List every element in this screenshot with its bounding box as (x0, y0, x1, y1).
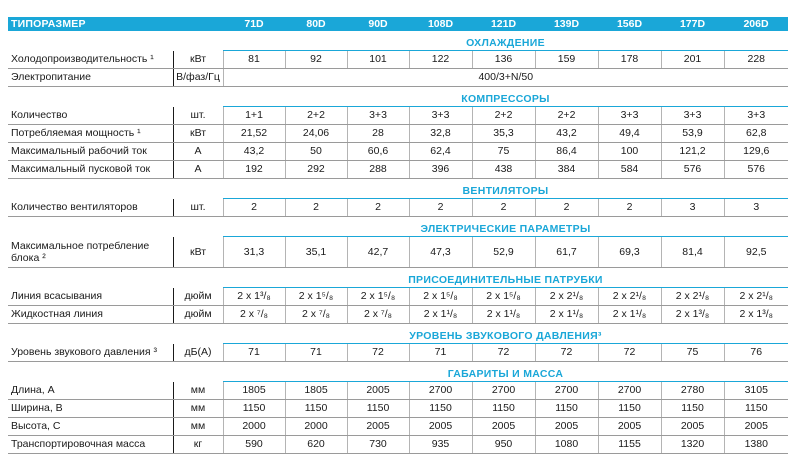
table-cell: 2 (285, 199, 347, 217)
table-cell: 288 (347, 161, 409, 179)
table-cell: 35,3 (472, 125, 535, 143)
table-cell: 1805 (285, 382, 347, 400)
table-cell: 2 x 1⁵/₈ (347, 288, 409, 306)
table-cell: 43,2 (223, 143, 285, 161)
section-header (8, 362, 788, 382)
section-header (8, 268, 788, 288)
model-80d: 80D (285, 17, 347, 31)
model-206d: 206D (724, 17, 788, 31)
section-spacer (8, 324, 223, 344)
table-cell: 2 (535, 199, 598, 217)
table-cell: 2 x 2¹/₈ (724, 288, 788, 306)
table-cell: 1155 (598, 436, 661, 454)
row-label: Максимальное потребление блока ² (8, 237, 173, 268)
table-cell: 384 (535, 161, 598, 179)
section-header (8, 87, 788, 107)
row-unit: А (173, 161, 223, 179)
table-row (8, 400, 788, 418)
table-cell: 2700 (409, 382, 472, 400)
table-cell: 32,8 (409, 125, 472, 143)
table-cell: 69,3 (598, 237, 661, 268)
table-cell: 62,8 (724, 125, 788, 143)
table-cell: 1150 (347, 400, 409, 418)
section-spacer (8, 362, 223, 382)
table-cell: 71 (285, 344, 347, 362)
table-cell: 2780 (661, 382, 724, 400)
table-cell: 950 (472, 436, 535, 454)
table-cell: 2 x ⁷/₈ (223, 306, 285, 324)
table-cell: 136 (472, 51, 535, 69)
table-row (8, 306, 788, 324)
row-unit: кВт (173, 237, 223, 268)
section-title: ОХЛАЖДЕНИЕ (223, 31, 788, 51)
table-cell: 2 x 1³/₈ (661, 306, 724, 324)
table-cell: 76 (724, 344, 788, 362)
spec-table (8, 17, 788, 454)
section-spacer (8, 268, 223, 288)
table-cell: 3+3 (409, 107, 472, 125)
table-cell: 1805 (223, 382, 285, 400)
table-row (8, 125, 788, 143)
section-title: УРОВЕНЬ ЗВУКОВОГО ДАВЛЕНИЯ³ (223, 324, 788, 344)
row-unit: шт. (173, 199, 223, 217)
table-row (8, 436, 788, 454)
row-label: Максимальный пусковой ток (8, 161, 173, 179)
table-cell: 228 (724, 51, 788, 69)
table-cell: 3+3 (724, 107, 788, 125)
row-label: Линия всасывания (8, 288, 173, 306)
table-cell: 86,4 (535, 143, 598, 161)
table-cell: 2 x 1⁵/₈ (472, 288, 535, 306)
table-cell: 101 (347, 51, 409, 69)
model-71d: 71D (223, 17, 285, 31)
table-row (8, 288, 788, 306)
table-cell: 730 (347, 436, 409, 454)
table-cell: 3 (661, 199, 724, 217)
table-cell: 1150 (598, 400, 661, 418)
table-cell: 1150 (724, 400, 788, 418)
section-spacer (8, 179, 223, 199)
row-unit: дюйм (173, 288, 223, 306)
row-span-value: 400/3+N/50 (223, 69, 788, 87)
section-spacer (8, 87, 223, 107)
table-cell: 2 x 2¹/₈ (535, 288, 598, 306)
row-label: Уровень звукового давления ³ (8, 344, 173, 362)
table-cell: 2 x 2¹/₈ (598, 288, 661, 306)
table-row (8, 69, 788, 87)
model-108d: 108D (409, 17, 472, 31)
table-cell: 2 (598, 199, 661, 217)
table-cell: 2000 (223, 418, 285, 436)
row-label: Количество вентиляторов (8, 199, 173, 217)
table-cell: 122 (409, 51, 472, 69)
table-cell: 71 (409, 344, 472, 362)
table-cell: 1150 (223, 400, 285, 418)
section-title: ГАБАРИТЫ И МАССА (223, 362, 788, 382)
table-cell: 2 x ⁷/₈ (285, 306, 347, 324)
row-unit: дБ(А) (173, 344, 223, 362)
table-cell: 61,7 (535, 237, 598, 268)
table-cell: 24,06 (285, 125, 347, 143)
section-title: ЭЛЕКТРИЧЕСКИЕ ПАРАМЕТРЫ (223, 217, 788, 237)
table-cell: 42,7 (347, 237, 409, 268)
table-cell: 1380 (724, 436, 788, 454)
row-label: Холодопроизводительность ¹ (8, 51, 173, 69)
table-cell: 159 (535, 51, 598, 69)
section-title: ПРИСОЕДИНИТЕЛЬНЫЕ ПАТРУБКИ (223, 268, 788, 288)
table-cell: 1+1 (223, 107, 285, 125)
table-cell: 2 (472, 199, 535, 217)
section-title: ВЕНТИЛЯТОРЫ (223, 179, 788, 199)
table-cell: 2 x 1¹/₈ (535, 306, 598, 324)
table-cell: 43,2 (535, 125, 598, 143)
table-cell: 3+3 (661, 107, 724, 125)
table-cell: 2 x 1¹/₈ (598, 306, 661, 324)
row-unit: А (173, 143, 223, 161)
table-cell: 2 x 1¹/₈ (409, 306, 472, 324)
row-label: Транспортировочная масса (8, 436, 173, 454)
table-cell: 2700 (535, 382, 598, 400)
table-row (8, 143, 788, 161)
table-cell: 92,5 (724, 237, 788, 268)
table-cell: 1080 (535, 436, 598, 454)
table-cell: 2700 (472, 382, 535, 400)
table-cell: 2005 (409, 418, 472, 436)
model-156d: 156D (598, 17, 661, 31)
table-cell: 100 (598, 143, 661, 161)
table-cell: 2 x ⁷/₈ (347, 306, 409, 324)
table-cell: 31,3 (223, 237, 285, 268)
model-139d: 139D (535, 17, 598, 31)
table-cell: 129,6 (724, 143, 788, 161)
table-row (8, 161, 788, 179)
table-cell: 935 (409, 436, 472, 454)
row-label: Количество (8, 107, 173, 125)
table-cell: 2 (409, 199, 472, 217)
table-cell: 1150 (535, 400, 598, 418)
section-header (8, 179, 788, 199)
row-label: Потребляемая мощность ¹ (8, 125, 173, 143)
table-cell: 2 x 1³/₈ (724, 306, 788, 324)
table-cell: 1150 (285, 400, 347, 418)
section-header (8, 31, 788, 51)
table-cell: 62,4 (409, 143, 472, 161)
table-cell: 201 (661, 51, 724, 69)
model-90d: 90D (347, 17, 409, 31)
table-cell: 35,1 (285, 237, 347, 268)
table-cell: 71 (223, 344, 285, 362)
row-unit: шт. (173, 107, 223, 125)
table-cell: 1150 (472, 400, 535, 418)
row-unit: мм (173, 400, 223, 418)
section-header (8, 217, 788, 237)
table-cell: 2005 (661, 418, 724, 436)
table-cell: 2+2 (472, 107, 535, 125)
table-cell: 576 (661, 161, 724, 179)
table-cell: 438 (472, 161, 535, 179)
row-label: Максимальный рабочий ток (8, 143, 173, 161)
table-cell: 2 x 1⁵/₈ (409, 288, 472, 306)
table-cell: 52,9 (472, 237, 535, 268)
model-121d: 121D (472, 17, 535, 31)
row-unit: В/фаз/Гц (173, 69, 223, 87)
table-cell: 49,4 (598, 125, 661, 143)
row-unit: мм (173, 382, 223, 400)
header-row (8, 17, 788, 31)
table-cell: 396 (409, 161, 472, 179)
section-spacer (8, 217, 223, 237)
header-unit-cell (173, 17, 223, 31)
table-row (8, 199, 788, 217)
row-label: Длина, А (8, 382, 173, 400)
table-cell: 75 (661, 344, 724, 362)
table-cell: 2005 (598, 418, 661, 436)
section-title: КОМПРЕССОРЫ (223, 87, 788, 107)
table-row (8, 107, 788, 125)
table-cell: 2700 (598, 382, 661, 400)
table-row (8, 237, 788, 268)
table-cell: 2005 (535, 418, 598, 436)
table-cell: 584 (598, 161, 661, 179)
table-cell: 2005 (347, 418, 409, 436)
row-label: Электропитание (8, 69, 173, 87)
section-header (8, 324, 788, 344)
table-cell: 47,3 (409, 237, 472, 268)
spec-grid (8, 17, 788, 454)
table-cell: 2005 (347, 382, 409, 400)
table-cell: 2 x 1⁵/₈ (285, 288, 347, 306)
row-unit: кВт (173, 125, 223, 143)
table-cell: 3+3 (598, 107, 661, 125)
header-label: ТИПОРАЗМЕР (8, 17, 173, 31)
table-row (8, 51, 788, 69)
table-cell: 81,4 (661, 237, 724, 268)
row-unit: дюйм (173, 306, 223, 324)
table-cell: 60,6 (347, 143, 409, 161)
table-cell: 292 (285, 161, 347, 179)
table-cell: 81 (223, 51, 285, 69)
row-unit: кг (173, 436, 223, 454)
table-cell: 1150 (409, 400, 472, 418)
table-cell: 1320 (661, 436, 724, 454)
table-cell: 72 (347, 344, 409, 362)
table-cell: 92 (285, 51, 347, 69)
table-row (8, 382, 788, 400)
table-row (8, 418, 788, 436)
table-cell: 2000 (285, 418, 347, 436)
table-cell: 53,9 (661, 125, 724, 143)
table-cell: 1150 (661, 400, 724, 418)
table-cell: 590 (223, 436, 285, 454)
table-cell: 3105 (724, 382, 788, 400)
table-cell: 72 (535, 344, 598, 362)
table-cell: 576 (724, 161, 788, 179)
table-cell: 2005 (724, 418, 788, 436)
table-cell: 2 (347, 199, 409, 217)
table-cell: 28 (347, 125, 409, 143)
table-cell: 72 (598, 344, 661, 362)
table-cell: 192 (223, 161, 285, 179)
table-cell: 2 x 1¹/₈ (472, 306, 535, 324)
table-cell: 3 (724, 199, 788, 217)
row-unit: кВт (173, 51, 223, 69)
table-cell: 620 (285, 436, 347, 454)
row-label: Ширина, В (8, 400, 173, 418)
model-177d: 177D (661, 17, 724, 31)
table-cell: 2005 (472, 418, 535, 436)
table-cell: 3+3 (347, 107, 409, 125)
table-row (8, 344, 788, 362)
table-cell: 121,2 (661, 143, 724, 161)
row-label: Высота, С (8, 418, 173, 436)
table-cell: 75 (472, 143, 535, 161)
row-unit: мм (173, 418, 223, 436)
table-cell: 178 (598, 51, 661, 69)
table-cell: 2+2 (285, 107, 347, 125)
table-cell: 2 x 2¹/₈ (661, 288, 724, 306)
table-cell: 2 x 1³/₈ (223, 288, 285, 306)
section-spacer (8, 31, 223, 51)
table-cell: 21,52 (223, 125, 285, 143)
table-cell: 2 (223, 199, 285, 217)
table-cell: 50 (285, 143, 347, 161)
table-cell: 2+2 (535, 107, 598, 125)
row-label: Жидкостная линия (8, 306, 173, 324)
table-cell: 72 (472, 344, 535, 362)
